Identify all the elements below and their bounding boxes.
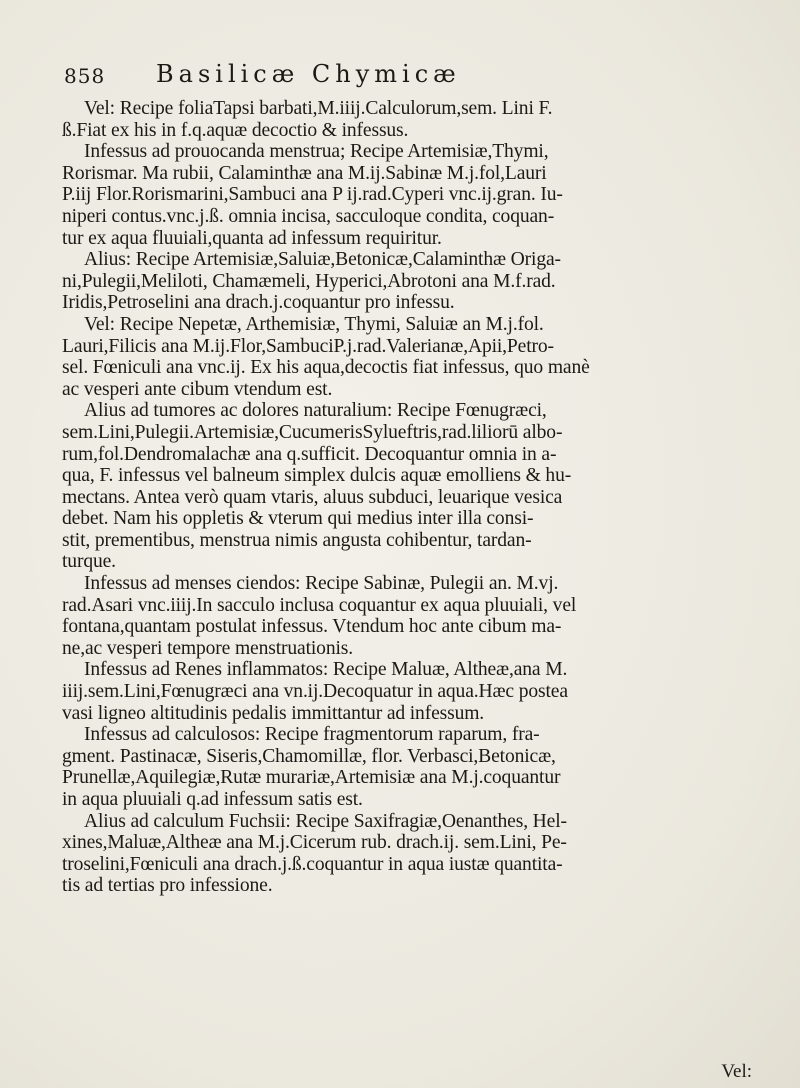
- text-line: stit, prementibus, menstrua nimis angusta cohibentur, tardan-: [62, 529, 532, 551]
- page-number: 858: [64, 64, 106, 88]
- text-line: sel. Fœniculi ana vnc.ij. Ex his aqua,decoctis fiat infessus, quo manè: [62, 357, 590, 379]
- text-line: vasi ligneo altitudinis pedalis immittantur ad infessum.: [62, 702, 485, 724]
- text-line: Prunellæ,Aquilegiæ,Rutæ murariæ,Artemisiæ ana M.j.coquantur: [62, 767, 561, 789]
- page-header: [60, 58, 760, 94]
- catchword: Vel:: [721, 1061, 752, 1082]
- text-line: ac vesperi ante cibum vtendum est.: [62, 378, 333, 400]
- text-line: Alius ad tumores ac dolores naturalium: Recipe Fœnugræci,: [84, 400, 547, 422]
- text-line: ß.Fiat ex his in f.q.aquæ decoctio & infessus.: [62, 119, 409, 141]
- text-line: Infessus ad prouocanda menstrua; Recipe Artemisiæ,Thymi,: [84, 141, 549, 163]
- text-line: turque.: [62, 551, 116, 573]
- text-body: [62, 98, 752, 897]
- text-line: fontana,quantam postulat infessus. Vtendum hoc ante cibum ma-: [62, 616, 562, 638]
- text-line: Infessus ad Renes inflammatos: Recipe Maluæ, Altheæ,ana M.: [84, 659, 568, 681]
- text-line: xines,Maluæ,Altheæ ana M.j.Cicerum rub. drach.ij. sem.Lini, Pe-: [62, 832, 567, 854]
- text-line: sem.Lini,Pulegii.Artemisiæ,CucumerisSylueftris,rad.liliorū albo-: [62, 421, 563, 443]
- text-line: P.iij Flor.Rorismarini,Sambuci ana P ij.rad.Cyperi vnc.ij.gran. Iu-: [62, 184, 563, 206]
- text-line: Vel: Recipe Nepetæ, Arthemisiæ, Thymi, Saluiæ an M.j.fol.: [84, 313, 544, 335]
- text-line: ne,ac vesperi tempore menstruationis.: [62, 637, 353, 659]
- text-line: Rorismar. Ma rubii, Calaminthæ ana M.ij.Sabinæ M.j.fol,Lauri: [62, 162, 547, 184]
- text-line: tis ad tertias pro infessione.: [62, 875, 273, 897]
- text-line: Alius: Recipe Artemisiæ,Saluiæ,Betonicæ,Calaminthæ Origa-: [84, 249, 561, 271]
- text-line: rad.Asari vnc.iiij.In sacculo inclusa coquantur ex aqua pluuiali, vel: [62, 594, 577, 616]
- text-line: Infessus ad calculosos: Recipe fragmentorum raparum, fra-: [84, 724, 540, 746]
- text-line: Iridis,Petroselini ana drach.j.coquantur pro infessu.: [62, 292, 455, 314]
- text-line: rum,fol.Dendromalachæ ana q.sufficit. Decoquantur omnia in a-: [62, 443, 557, 465]
- text-line: iiij.sem.Lini,Fœnugræci ana vn.ij.Decoquatur in aqua.Hæc postea: [62, 681, 568, 703]
- text-line: Vel: Recipe foliaTapsi barbati,M.iiij.Calculorum,sem. Lini F.: [84, 98, 553, 119]
- text-line: tur ex aqua fluuiali,quanta ad infessum requiritur.: [62, 227, 442, 249]
- text-line: mectans. Antea verò quam vtaris, aluus subduci, leuarique vesica: [62, 486, 563, 508]
- text-line: qua, F. infessus vel balneum simplex dulcis aquæ emolliens & hu-: [62, 465, 572, 487]
- text-line: Alius ad calculum Fuchsii: Recipe Saxifragiæ,Oenanthes, Hel-: [84, 810, 567, 832]
- text-line: ni,Pulegii,Meliloti, Chamæmeli, Hyperici,Abrotoni ana M.f.rad.: [62, 270, 556, 292]
- text-line: niperi contus.vnc.j.ß. omnia incisa, sacculoque condita, coquan-: [62, 205, 555, 227]
- text-line: Infessus ad menses ciendos: Recipe Sabinæ, Pulegii an. M.vj.: [84, 573, 559, 595]
- running-head: Basilicæ Chymicæ: [156, 60, 461, 88]
- text-line: debet. Nam his oppletis & vterum qui medius inter illa consi-: [62, 508, 534, 530]
- text-line: Lauri,Filicis ana M.ij.Flor,SambuciP.j.rad.Valerianæ,Apii,Petro-: [62, 335, 554, 357]
- text-line: gment. Pastinacæ, Siseris,Chamomillæ, flor. Verbasci,Betonicæ,: [62, 745, 556, 767]
- text-line: in aqua pluuiali q.ad infessum satis est.: [62, 789, 363, 810]
- text-line: troselini,Fœniculi ana drach.j.ß.coquantur in aqua iustæ quantita-: [62, 853, 563, 875]
